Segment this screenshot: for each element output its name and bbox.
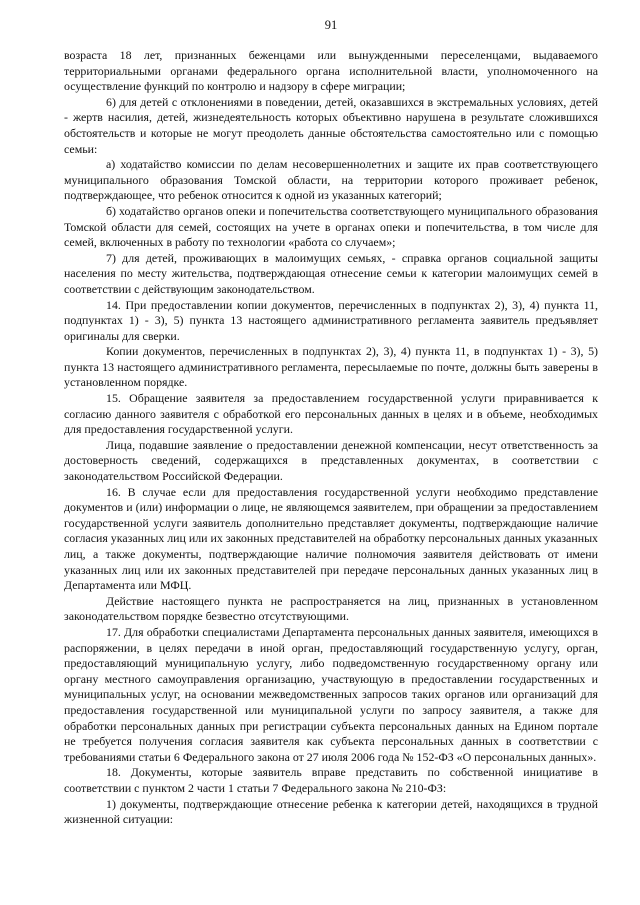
paragraph-clause-17: 17. Для обработки специалистами Департамента персональных данных заявителя, имеющихся в распоряжении, в целях передачи в иной орган, предоставляющий государственную услугу, орган, предоставляющий муниципальную услугу, либо подведомственную государственному органу или органу местного самоуправления организацию, участвующую в предоставлении государственных и муниципальных услуг, на основании межведомственных запросов таких органов или организаций для предоставления государственной или муниципальной услуги по запросу заявителя, а также для обработки персональных данных при регистрации субъекта персональных данных на Едином портале не требуется получения согласия заявителя как субъекта персональных данных в соответствии с требованиями статьи 6 Федерального закона от 27 июля 2006 года № 152-ФЗ «О персональных данных».: [64, 624, 598, 764]
paragraph-responsibility: Лица, подавшие заявление о предоставлении денежной компенсации, несут ответственность за достоверность сведений, содержащихся в представленных документах, в соответствии с законодательством Российской Федерации.: [64, 437, 598, 484]
page-number: 91: [324, 18, 338, 32]
paragraph-clause-18: 18. Документы, которые заявитель вправе представить по собственной инициативе в соответствии с пунктом 2 части 1 статьи 7 Федерального закона № 210-ФЗ:: [64, 765, 598, 795]
paragraph-item-6: 6) для детей с отклонениями в поведении, детей, оказавшихся в экстремальных условиях, детей - жертв насилия, детей, жизнедеятельность которых объективно нарушена в результате сложившихся обстоятельств и которые не могут преодолеть данные обстоятельства самостоятельно или с помощью семьи:: [64, 94, 598, 156]
paragraph-clause-15: 15. Обращение заявителя за предоставлением государственной услуги приравнивается к согласию данного заявителя с обработкой его персональных данных в целях и в объеме, необходимых для предоставления государственной услуги.: [64, 391, 598, 437]
paragraph-item-7: 7) для детей, проживающих в малоимущих семьях, - справка органов социальной защиты населения по месту жительства, подтверждающая отнесение семьи к категории малоимущих семей в соответствии с действующим законодательством.: [64, 250, 598, 296]
paragraph-subitem-b: б) ходатайство органов опеки и попечительства соответствующего муниципального образования Томской области для семей, состоящих на учете в органах опеки и попечительства, в том числе для семей, включенных в работу по технологии «работа со случаем»;: [64, 203, 598, 250]
paragraph-subitem-a: а) ходатайство комиссии по делам несовершеннолетних и защите их прав соответствующего муниципального образования Томской области, на территории которого проживает ребенок, подтверждающее, что ребенок относится к одной из указанных категорий;: [64, 157, 598, 203]
body-text: [64, 48, 598, 828]
paragraph-exception: Действие настоящего пункта не распространяется на лиц, признанных в установленном законодательством порядке безвестно отсутствующими.: [64, 593, 598, 624]
paragraph-copies: Копии документов, перечисленных в подпунктах 2), 3), 4) пункта 11, в подпунктах 1) - 3), 5) пункта 13 настоящего административного регламента, пересылаемые по почте, должны быть заверены в установленном порядке.: [64, 344, 598, 390]
paragraph-clause-18-item-1: 1) документы, подтверждающие отнесение ребенка к категории детей, находящихся в трудной жизненной ситуации:: [64, 796, 598, 827]
paragraph-continuation: возраста 18 лет, признанных беженцами или вынужденными переселенцами, выдаваемого территориальными органами федерального органа исполнительной власти, уполномоченного на осуществление функций по контролю и надзору в сфере миграции;: [64, 48, 598, 94]
paragraph-clause-14: 14. При предоставлении копии документов, перечисленных в подпунктах 2), 3), 4) пункта 11, подпунктах 1) - 3), 5) пункта 13 настоящего административного регламента заявитель предъявляет оригиналы для сверки.: [64, 297, 598, 343]
paragraph-clause-16: 16. В случае если для предоставления государственной услуги необходимо представление документов и (или) информации о лице, не являющемся заявителем, при обращении за предоставлением государственной услуги заявитель дополнительно представляет документы, подтверждающие наличие согласия указанных лиц или их законных представителей на обработку персональных данных указанных лиц, а также документы, подтверждающие наличие полномочия заявителя действовать от имени указанных лиц или их законных представителей при передаче персональных данных указанных лиц в Департамента или МФЦ.: [64, 484, 598, 593]
